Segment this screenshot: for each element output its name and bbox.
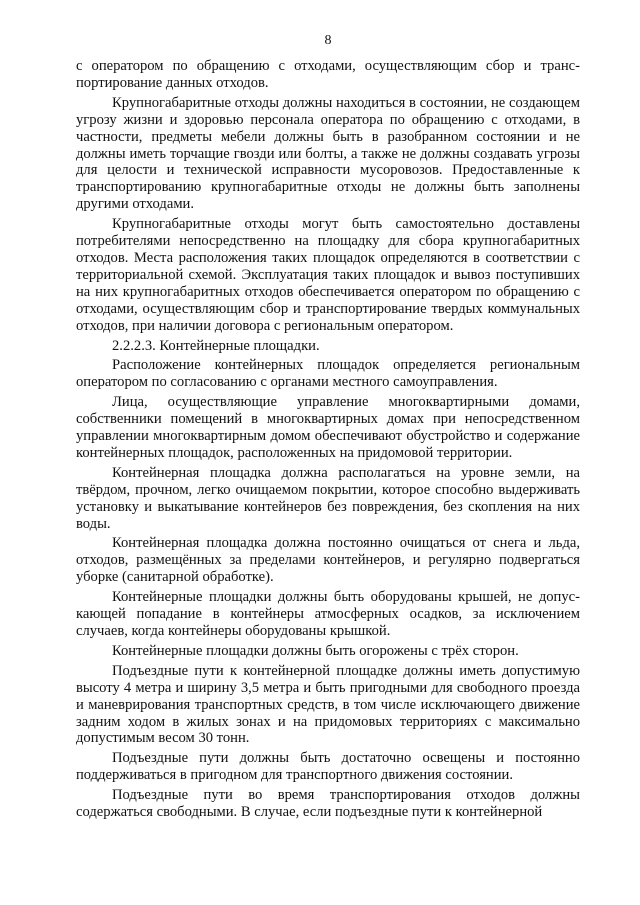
- paragraph-5: Лица, осуществляющие управление многоквартирными домами, собственники помещений в многоквартирных домах при непосредственном управлении многоквартирным домом обеспечивают обустройство и содержание контейнерных площадок, расположенных на придомовой территории.: [76, 394, 580, 461]
- paragraph-10: Подъездные пути к контейнерной площадке должны иметь допустимую высоту 4 метра и ширину 3,5 метра и быть пригодными для свободного проезда и маневрирования транспортных средств, в том числе исключающего движение задним ходом в жилых зонах и на придомовых территориях с максимально допустимым весом 30 тонн.: [76, 662, 580, 747]
- paragraph-1: с оператором по обращению с отходами, осуществляющим сбор и транспортирование данных отходов.: [76, 58, 580, 91]
- paragraph-4: Расположение контейнерных площадок определяется региональным оператором по согласованию с органами местного самоуправления.: [76, 357, 580, 391]
- section-heading: 2.2.2.3. Контейнерные площадки.: [112, 337, 320, 354]
- paragraph-8: Контейнерные площадки должны быть оборудованы крышей, не допускающей попадание в контейнеры атмосферных осадков, за исключением случаев, когда контейнеры оборудованы крышкой.: [76, 589, 580, 639]
- paragraph-3: Крупногабаритные отходы могут быть самостоятельно доставлены потребителями непосредственно на площадку для сбора крупногабаритных отходов. Места расположения таких площадок определяются в соответствии с территориальной схемой. Эксплуатация таких площадок и вывоз поступивших на них крупногабаритных отходов обеспечивается оператором по обращению с отходами, осуществляющим сбор и транспортирование твердых коммунальных отходов, при наличии договора с региональным оператором.: [76, 216, 580, 334]
- paragraph-11: Подъездные пути должны быть достаточно освещены и постоянно поддерживаться в пригодном для транспортного движения состоянии.: [76, 750, 580, 784]
- paragraph-12: Подъездные пути во время транспортирования отходов должны содержаться свободными. В случае, если подъездные пути к контейнерной: [76, 787, 580, 821]
- paragraph-7: Контейнерная площадка должна постоянно очищаться от снега и льда, отходов, размещённых за пределами контейнеров, и регулярно подвергаться уборке (санитарной обработке).: [76, 535, 580, 586]
- paragraph-2: Крупногабаритные отходы должны находиться в состоянии, не создающем угрозу жизни и здоровью персонала оператора по обращению с отходами, в частности, предметы мебели должны быть в разобранном состоянии и не должны иметь торчащие гвозди или болты, а также не должны создавать угрозы для целости и технической исправности мусоровозов. Предоставленные к транспортированию крупногабаритные отходы не должны быть заполнены другими отходами.: [76, 94, 580, 213]
- paragraph-9: Контейнерные площадки должны быть огорожены с трёх сторон.: [112, 642, 519, 659]
- paragraph-6: Контейнерная площадка должна располагаться на уровне земли, на твёрдом, прочном, легко очищаемом покрытии, которое способно выдерживать установку и выкатывание контейнеров без повреждения, без скопления на них воды.: [76, 464, 580, 532]
- page-number: 8: [324, 33, 332, 48]
